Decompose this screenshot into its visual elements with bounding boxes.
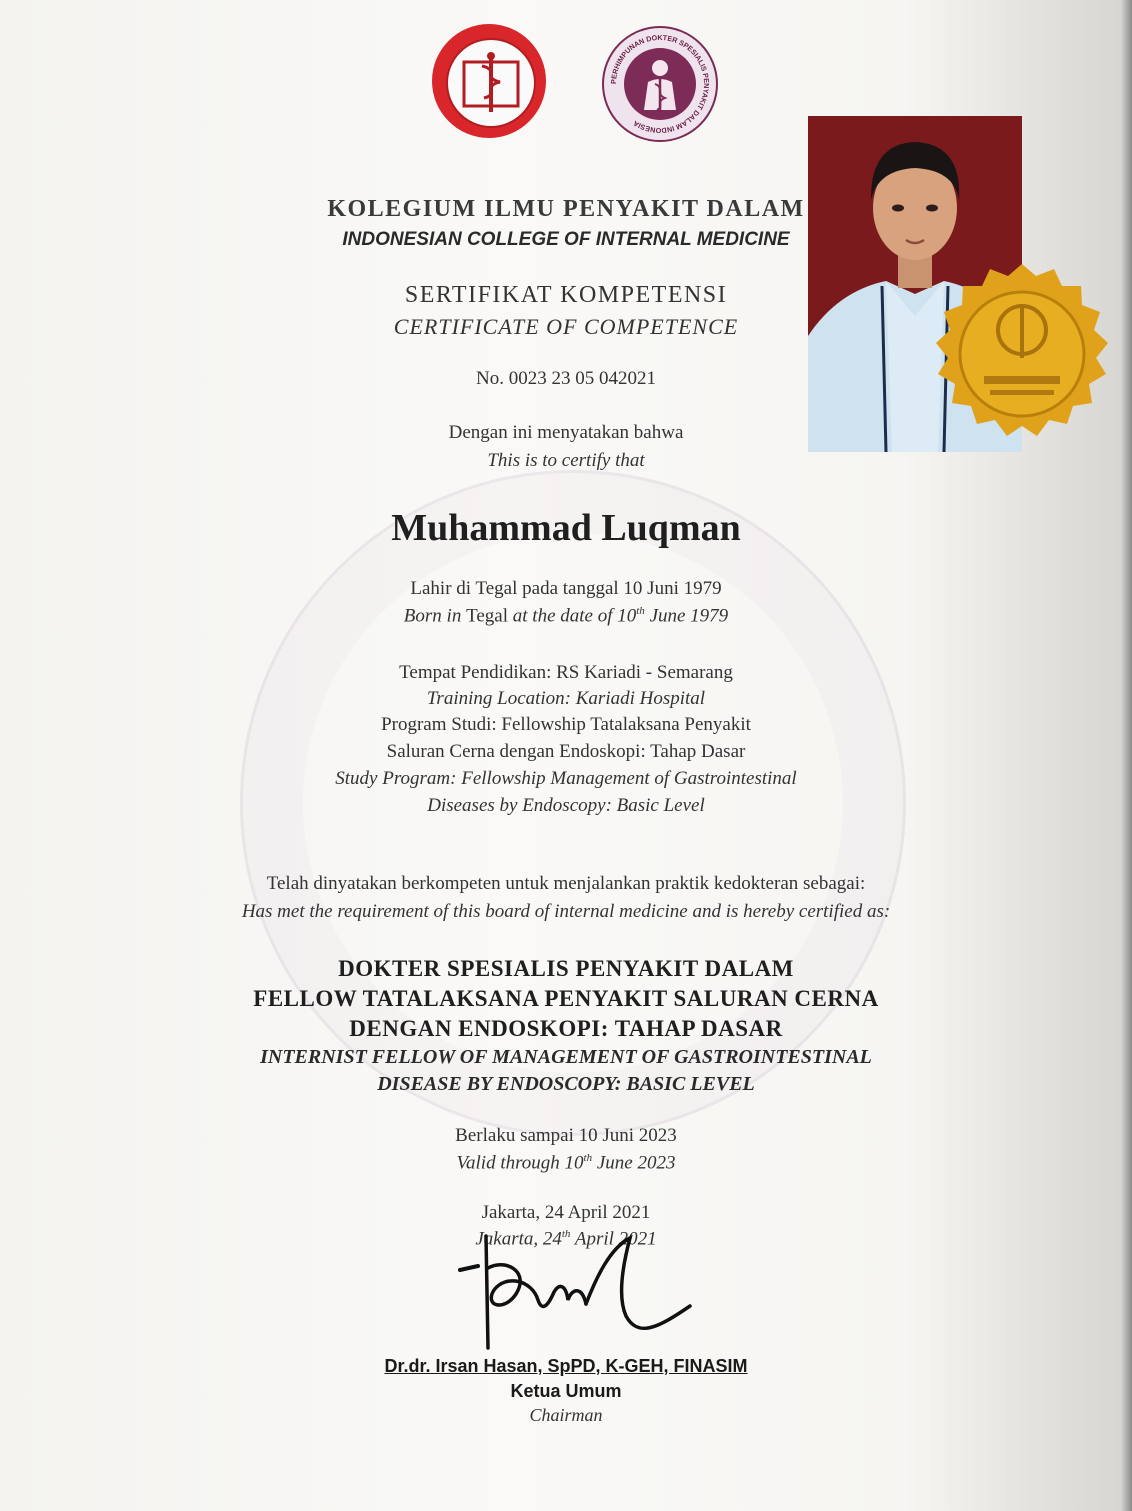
qualification-line-3: DENGAN ENDOSKOPI: TAHAP DASAR: [349, 1016, 783, 1041]
signature-image: [420, 1228, 720, 1358]
holder-name: Muhammad Luqman: [391, 507, 741, 549]
competence-statement: Telah dinyatakan berkompeten untuk menjalankan praktik kedokteran sebagai:: [266, 873, 866, 894]
validity: Berlaku sampai 10 Juni 2023: [455, 1125, 677, 1146]
qualification-en-line-2: DISEASE BY ENDOSCOPY: BASIC LEVEL: [377, 1073, 755, 1095]
signatory-role-en: Chairman: [529, 1405, 603, 1425]
study-program-en-line-2: Diseases by Endoscopy: Basic Level: [427, 795, 705, 816]
study-program-line-2: Saluran Cerna dengan Endoskopi: Tahap Dasar: [386, 741, 746, 762]
certificate-title: SERTIFIKAT KOMPETENSI: [404, 282, 728, 308]
college-name: KOLEGIUM ILMU PENYAKIT DALAM: [327, 196, 805, 222]
birth-info: Lahir di Tegal pada tanggal 10 Juni 1979: [410, 578, 722, 599]
birth-info-en: Born in Tegal at the date of 10th June 1979: [403, 605, 729, 627]
svg-text:PERHIMPUNAN DOKTER SPESIALIS P: PERHIMPUNAN DOKTER SPESIALIS PENYAKIT DALAM INDONESIA: [608, 32, 712, 136]
training-location-en: Training Location: Kariadi Hospital: [426, 688, 706, 709]
intro-text: Dengan ini menyatakan bahwa: [448, 422, 684, 443]
study-program-en-line-1: Study Program: Fellowship Management of Gastrointestinal: [335, 768, 797, 789]
study-program-line-1: Program Studi: Fellowship Tatalaksana Penyakit: [381, 714, 751, 735]
signatory-name: Dr.dr. Irsan Hasan, SpPD, K-GEH, FINASIM: [384, 1356, 748, 1376]
college-name-en: INDONESIAN COLLEGE OF INTERNAL MEDICINE: [342, 229, 790, 250]
competence-statement-en: Has met the requirement of this board of internal medicine and is hereby certified as:: [241, 901, 891, 922]
qualification-line-1: DOKTER SPESIALIS PENYAKIT DALAM: [338, 956, 794, 981]
issue-place-date: Jakarta, 24 April 2021: [481, 1202, 651, 1223]
training-location: Tempat Pendidikan: RS Kariadi - Semarang: [399, 662, 733, 683]
certificate-title-en: CERTIFICATE OF COMPETENCE: [393, 314, 739, 339]
validity-en: Valid through 10th June 2023: [456, 1152, 676, 1174]
idi-logo-icon: [432, 24, 546, 138]
qualification-en-line-1: INTERNIST FELLOW OF MANAGEMENT OF GASTROINTESTINAL: [260, 1046, 872, 1068]
intro-text-en: This is to certify that: [487, 450, 645, 471]
qualification-line-2: FELLOW TATALAKSANA PENYAKIT SALURAN CERNA: [253, 986, 879, 1011]
certificate-number: No. 0023 23 05 042021: [476, 368, 656, 389]
papdi-logo-icon: [602, 26, 718, 142]
signatory-role: Ketua Umum: [510, 1381, 622, 1401]
issue-place-date-en: Jakarta, 24th April 2021: [475, 1228, 657, 1250]
